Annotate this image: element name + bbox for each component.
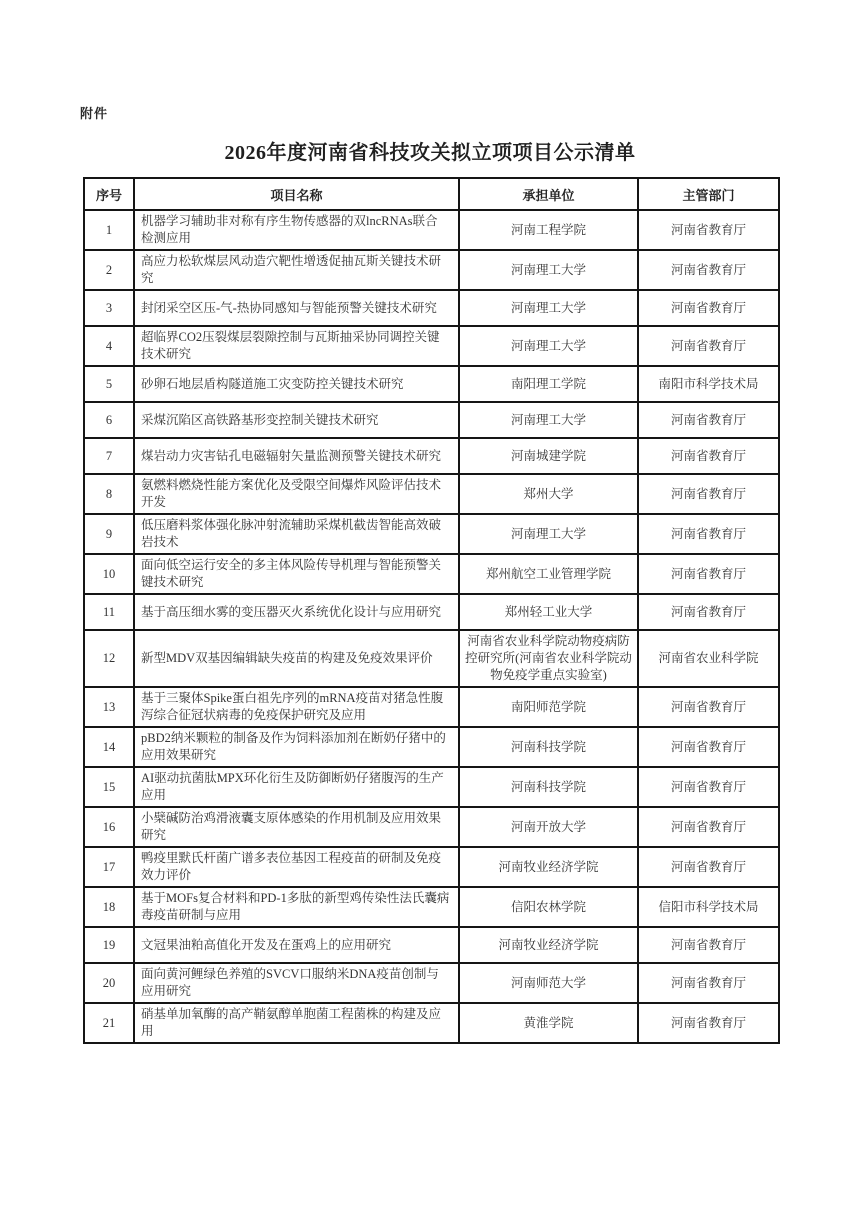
column-header-dept: 主管部门: [638, 178, 779, 210]
cell-no: 6: [84, 402, 134, 438]
table-row: [84, 210, 779, 250]
table-row: [84, 250, 779, 290]
table-row: [84, 847, 779, 887]
cell-unit: 河南工程学院: [459, 210, 638, 250]
cell-name: 机器学习辅助非对称有序生物传感器的双lncRNAs联合检测应用: [134, 210, 459, 250]
cell-unit: 河南牧业经济学院: [459, 927, 638, 963]
cell-dept: 河南省教育厅: [638, 210, 779, 250]
cell-no: 12: [84, 630, 134, 687]
cell-dept: 河南省教育厅: [638, 290, 779, 326]
table-row: [84, 474, 779, 514]
cell-dept: 河南省教育厅: [638, 847, 779, 887]
cell-no: 11: [84, 594, 134, 630]
cell-dept: 河南省教育厅: [638, 1003, 779, 1043]
cell-no: 3: [84, 290, 134, 326]
table-row: [84, 438, 779, 474]
table-row: [84, 514, 779, 554]
cell-no: 16: [84, 807, 134, 847]
cell-unit: 郑州轻工业大学: [459, 594, 638, 630]
cell-unit: 河南理工大学: [459, 250, 638, 290]
table-row: [84, 366, 779, 402]
table-row: [84, 963, 779, 1003]
table-row: [84, 687, 779, 727]
cell-name: 面向黄河鲤绿色养殖的SVCV口服纳米DNA疫苗创制与应用研究: [134, 963, 459, 1003]
table-row: [84, 326, 779, 366]
table-row: [84, 807, 779, 847]
column-header-no: 序号: [84, 178, 134, 210]
cell-name: 小檗碱防治鸡滑液囊支原体感染的作用机制及应用效果研究: [134, 807, 459, 847]
cell-no: 17: [84, 847, 134, 887]
cell-name: 文冠果油粕高值化开发及在蛋鸡上的应用研究: [134, 927, 459, 963]
cell-unit: 河南理工大学: [459, 290, 638, 326]
cell-name: 基于三聚体Spike蛋白祖先序列的mRNA疫苗对猪急性腹泻综合征冠状病毒的免疫保护研究及应用: [134, 687, 459, 727]
cell-dept: 南阳市科学技术局: [638, 366, 779, 402]
header-row: [84, 178, 779, 210]
cell-no: 13: [84, 687, 134, 727]
projects-table: [83, 177, 780, 1044]
cell-name: 硝基单加氧酶的高产鞘氨醇单胞菌工程菌株的构建及应用: [134, 1003, 459, 1043]
cell-unit: 郑州航空工业管理学院: [459, 554, 638, 594]
table-row: [84, 630, 779, 687]
cell-unit: 南阳师范学院: [459, 687, 638, 727]
cell-no: 2: [84, 250, 134, 290]
cell-name: 封闭采空区压-气-热协同感知与智能预警关键技术研究: [134, 290, 459, 326]
table-row: [84, 927, 779, 963]
cell-unit: 河南开放大学: [459, 807, 638, 847]
table-row: [84, 887, 779, 927]
cell-dept: 河南省教育厅: [638, 326, 779, 366]
table-row: [84, 767, 779, 807]
column-header-name: 项目名称: [134, 178, 459, 210]
cell-unit: 黄淮学院: [459, 1003, 638, 1043]
cell-dept: 河南省教育厅: [638, 554, 779, 594]
cell-no: 19: [84, 927, 134, 963]
cell-dept: 河南省教育厅: [638, 727, 779, 767]
cell-dept: 信阳市科学技术局: [638, 887, 779, 927]
cell-unit: 河南理工大学: [459, 402, 638, 438]
cell-unit: 河南师范大学: [459, 963, 638, 1003]
cell-no: 8: [84, 474, 134, 514]
cell-name: pBD2纳米颗粒的制备及作为饲料添加剂在断奶仔猪中的应用效果研究: [134, 727, 459, 767]
attachment-label: 附件: [80, 106, 109, 121]
cell-no: 20: [84, 963, 134, 1003]
cell-unit: 河南理工大学: [459, 326, 638, 366]
cell-unit: 河南科技学院: [459, 727, 638, 767]
cell-unit: 河南理工大学: [459, 514, 638, 554]
cell-dept: 河南省教育厅: [638, 250, 779, 290]
cell-unit: 信阳农林学院: [459, 887, 638, 927]
cell-unit: 南阳理工学院: [459, 366, 638, 402]
cell-dept: 河南省农业科学院: [638, 630, 779, 687]
cell-unit: 河南科技学院: [459, 767, 638, 807]
cell-unit: 河南城建学院: [459, 438, 638, 474]
table-row: [84, 402, 779, 438]
cell-no: 5: [84, 366, 134, 402]
table-header: [84, 178, 779, 210]
cell-unit: 河南省农业科学院动物疫病防控研究所(河南省农业科学院动物免疫学重点实验室): [459, 630, 638, 687]
cell-name: 新型MDV双基因编辑缺失疫苗的构建及免疫效果评价: [134, 630, 459, 687]
page-title: 2026年度河南省科技攻关拟立项项目公示清单: [224, 142, 636, 164]
cell-name: AI驱动抗菌肽MPX环化衍生及防御断奶仔猪腹泻的生产应用: [134, 767, 459, 807]
table-body: [84, 210, 779, 1043]
cell-no: 10: [84, 554, 134, 594]
cell-dept: 河南省教育厅: [638, 767, 779, 807]
cell-name: 低压磨料浆体强化脉冲射流辅助采煤机截齿智能高效破岩技术: [134, 514, 459, 554]
cell-no: 21: [84, 1003, 134, 1043]
cell-dept: 河南省教育厅: [638, 963, 779, 1003]
cell-unit: 郑州大学: [459, 474, 638, 514]
cell-no: 7: [84, 438, 134, 474]
cell-name: 采煤沉陷区高铁路基形变控制关键技术研究: [134, 402, 459, 438]
cell-no: 15: [84, 767, 134, 807]
cell-dept: 河南省教育厅: [638, 438, 779, 474]
cell-dept: 河南省教育厅: [638, 514, 779, 554]
cell-dept: 河南省教育厅: [638, 474, 779, 514]
cell-name: 氨燃料燃烧性能方案优化及受限空间爆炸风险评估技术开发: [134, 474, 459, 514]
cell-dept: 河南省教育厅: [638, 402, 779, 438]
cell-unit: 河南牧业经济学院: [459, 847, 638, 887]
cell-no: 9: [84, 514, 134, 554]
cell-name: 砂卵石地层盾构隧道施工灾变防控关键技术研究: [134, 366, 459, 402]
cell-name: 基于高压细水雾的变压器灭火系统优化设计与应用研究: [134, 594, 459, 630]
cell-name: 煤岩动力灾害钻孔电磁辐射矢量监测预警关键技术研究: [134, 438, 459, 474]
table-row: [84, 594, 779, 630]
column-header-unit: 承担单位: [459, 178, 638, 210]
cell-no: 4: [84, 326, 134, 366]
cell-no: 18: [84, 887, 134, 927]
table-row: [84, 554, 779, 594]
table-row: [84, 1003, 779, 1043]
cell-name: 基于MOFs复合材料和PD-1多肽的新型鸡传染性法氏囊病毒疫苗研制与应用: [134, 887, 459, 927]
cell-dept: 河南省教育厅: [638, 807, 779, 847]
cell-name: 高应力松软煤层风动造穴靶性增透促抽瓦斯关键技术研究: [134, 250, 459, 290]
cell-no: 14: [84, 727, 134, 767]
cell-dept: 河南省教育厅: [638, 687, 779, 727]
cell-name: 超临界CO2压裂煤层裂隙控制与瓦斯抽采协同调控关键技术研究: [134, 326, 459, 366]
cell-dept: 河南省教育厅: [638, 927, 779, 963]
table-row: [84, 290, 779, 326]
cell-dept: 河南省教育厅: [638, 594, 779, 630]
cell-no: 1: [84, 210, 134, 250]
cell-name: 鸭疫里默氏杆菌广谱多表位基因工程疫苗的研制及免疫效力评价: [134, 847, 459, 887]
table-row: [84, 727, 779, 767]
cell-name: 面向低空运行安全的多主体风险传导机理与智能预警关键技术研究: [134, 554, 459, 594]
